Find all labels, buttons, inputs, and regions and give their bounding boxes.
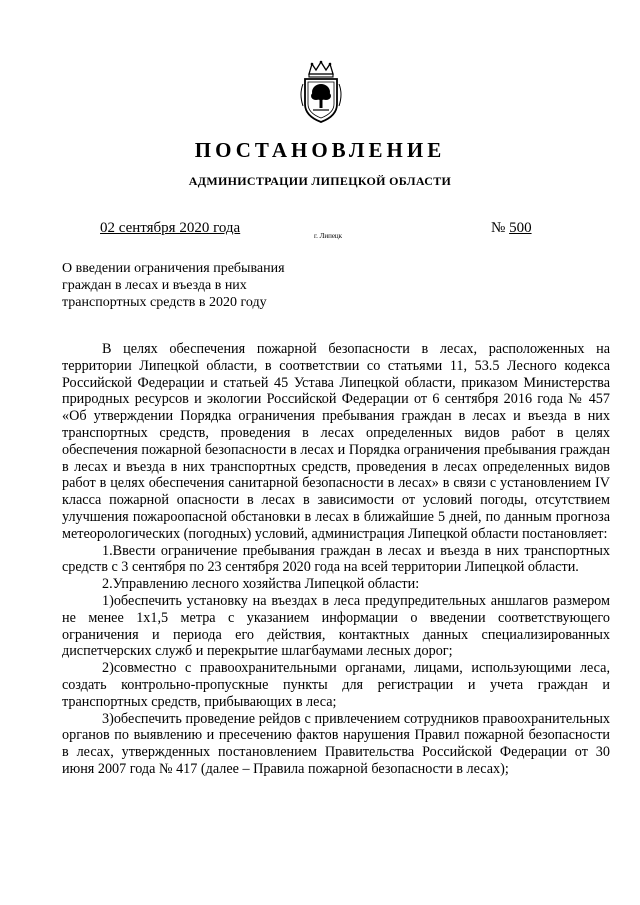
number-value: 500 — [509, 220, 532, 236]
coat-of-arms-icon — [297, 60, 345, 124]
subitem-3-number: 3) — [102, 710, 114, 727]
document-city: г. Липецк — [314, 232, 343, 240]
number-prefix: № — [491, 220, 506, 236]
document-date: 02 сентября 2020 года — [100, 220, 241, 236]
subitem-3-text: обеспечить проведение рейдов с привлечением сотрудников правоохранительных органов по выявлению и пресечению фактов нарушения Правил пожарной безопасности в лесах, утвержденных постановлением Правительства Российской Федерации от 30 июня 2007 года № 417 (далее – Правила пожарной безопасности в лесах); — [62, 710, 610, 777]
item-1-number: 1. — [102, 542, 113, 559]
document-body — [62, 341, 610, 778]
subitem-2-text: совместно с правоохранительными органами, лицами, использующими леса, создать контрольно-пропускные пункты для регистрации и учета граждан и транспортных средств, прибывающих в леса; — [62, 660, 610, 710]
issuing-authority: АДМИНИСТРАЦИИ ЛИПЕЦКОЙ ОБЛАСТИ — [188, 174, 452, 188]
item-2-number: 2. — [102, 576, 113, 593]
item-1-text: Ввести ограничение пребывания граждан в лесах и въезда в них транспортных средств с 3 сентября по 23 сентября 2020 года на всей территории Липецкой области. — [62, 542, 610, 576]
document-subject: О введении ограничения пребывания граждан в лесах и въезда в них транспортных средств в 2020 году — [62, 261, 285, 310]
item-2-text: Управлению лесного хозяйства Липецкой области: — [112, 576, 420, 593]
subitem-1 — [62, 593, 610, 660]
subitem-2-number: 2) — [102, 660, 114, 677]
preamble-paragraph: В целях обеспечения пожарной безопасности в лесах, расположенных на территории Липецкой области, в соответствии со статьями 11, 53.5 Лесного кодекса Российской Федерации и статьей 45 Устава Липецкой области, приказом Министерства природных ресурсов и экологии Российской Федерации от 6 сентября 2016 года № 457 «Об утверждении Порядка ограничения пребывания граждан в лесах и въезда в них транспортных средств, проведения в лесах определенных видов работ в целях обеспечения пожарной безопасности в лесах и Порядка ограничения пребывания граждан в лесах и въезда в них транспортных средств, проведения в лесах определенных видов работ в целях обеспечения санитарной безопасности в лесах» в связи с установлением IV класса пожарной опасности в лесах в зависимости от условий погоды, отсутствием улучшения пожароопасной обстановки в лесах в ближайшие 5 дней, по данным прогноза метеорологических (погодных) условий, администрация Липецкой области постановляет: — [62, 341, 610, 542]
subitem-3 — [62, 711, 610, 778]
subitem-1-text: обеспечить установку на въездах в леса предупредительных аншлагов размером не менее 1x1,5 метра с указанием информации о введении соответствующего ограничения и периода его действия, контактных данных специализированных диспетчерских служб и перекрытие шлагбаумами лесных дорог; — [62, 592, 610, 660]
document-number — [491, 220, 532, 237]
subitem-1-number: 1) — [102, 592, 114, 609]
document-title: ПОСТАНОВЛЕНИЕ — [194, 138, 446, 162]
item-2 — [62, 576, 610, 593]
subitem-2 — [62, 660, 610, 710]
item-1 — [62, 543, 610, 577]
